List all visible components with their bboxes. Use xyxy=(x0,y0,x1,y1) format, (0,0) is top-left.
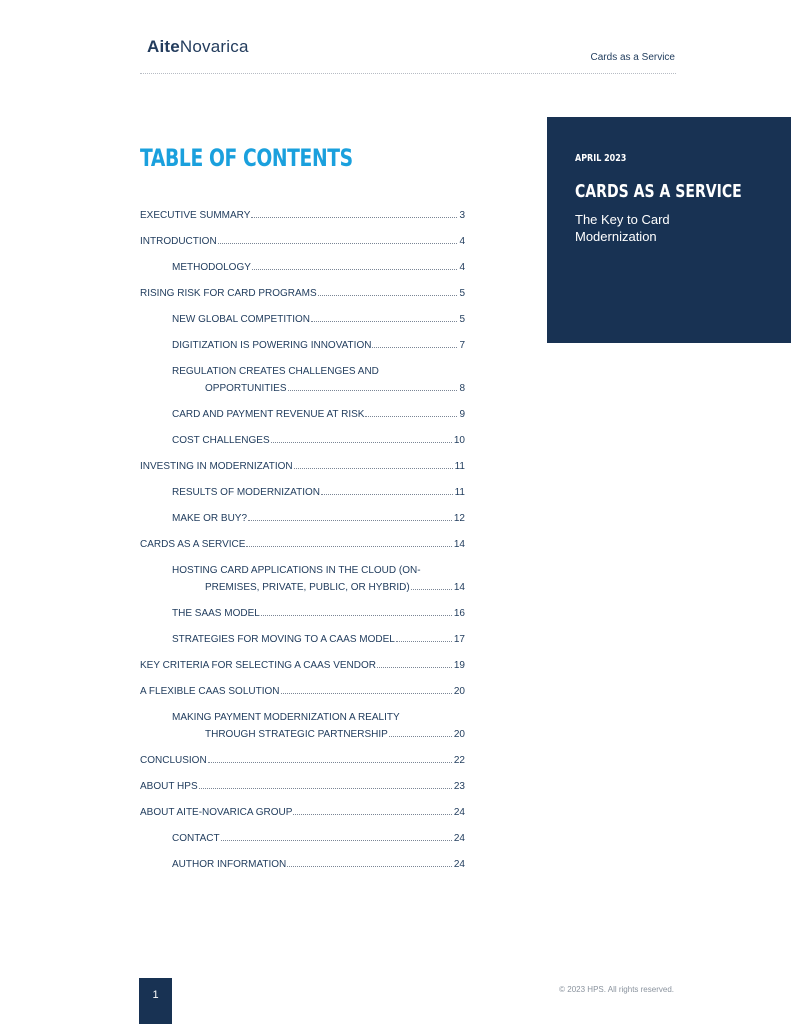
toc-entry-line xyxy=(172,259,465,276)
toc-entry-line xyxy=(172,484,465,501)
toc-entry-title: INTRODUCTION xyxy=(140,236,217,247)
toc-page-number: 16 xyxy=(453,608,465,619)
toc-dot-leader xyxy=(293,814,451,815)
toc-entry-title: RISING RISK FOR CARD PROGRAMS xyxy=(140,288,317,299)
toc-entry-title: CONTACT xyxy=(172,833,220,844)
toc-entry[interactable] xyxy=(140,657,465,674)
page-number-box xyxy=(139,978,172,1024)
toc-dot-leader xyxy=(321,494,453,495)
toc-entry-line xyxy=(172,380,465,397)
toc-entry[interactable] xyxy=(140,311,465,328)
toc-page-number: 20 xyxy=(453,729,465,740)
toc-entry-line xyxy=(172,579,465,596)
toc-page-number: 5 xyxy=(459,288,465,299)
report-subtitle: The Key to Card Modernization xyxy=(575,212,670,244)
toc-entry[interactable] xyxy=(140,484,465,501)
toc-entry[interactable] xyxy=(140,683,465,700)
toc-entry-line xyxy=(172,605,465,622)
toc-page-number: 23 xyxy=(453,781,465,792)
toc-page-number: 22 xyxy=(453,755,465,766)
toc-entry-line xyxy=(140,683,465,700)
toc-page-number: 8 xyxy=(459,383,465,394)
toc-entry-line xyxy=(172,311,465,328)
toc-page-number: 24 xyxy=(453,833,465,844)
toc-entry-line xyxy=(140,536,465,553)
toc-dot-leader xyxy=(396,641,452,642)
toc-entry[interactable] xyxy=(140,856,465,873)
toc-page-number: 24 xyxy=(453,807,465,818)
toc-entry-line xyxy=(140,458,465,475)
toc-page-number: 4 xyxy=(459,262,465,273)
toc-dot-leader xyxy=(252,269,458,270)
toc-entry[interactable] xyxy=(140,605,465,622)
toc-entry[interactable] xyxy=(140,406,465,423)
toc-entry-title: A FLEXIBLE CAAS SOLUTION xyxy=(140,686,280,697)
toc-entry-title: NEW GLOBAL COMPETITION xyxy=(172,314,310,325)
toc-entry[interactable] xyxy=(140,458,465,475)
toc-entry[interactable] xyxy=(140,631,465,648)
running-header-title: Cards as a Service xyxy=(590,52,675,63)
toc-entry[interactable] xyxy=(140,510,465,527)
report-info-panel xyxy=(547,117,791,343)
header-divider xyxy=(140,73,676,74)
toc-entry[interactable] xyxy=(140,337,465,354)
page-number: 1 xyxy=(152,989,159,1001)
toc-entry-line xyxy=(140,752,465,769)
toc-entry[interactable] xyxy=(140,709,465,743)
toc-page-number: 14 xyxy=(453,582,465,593)
toc-entry-line xyxy=(172,337,465,354)
toc-entry-line xyxy=(172,726,465,743)
toc-entry[interactable] xyxy=(140,752,465,769)
toc-entry-line xyxy=(172,856,465,873)
toc-dot-leader xyxy=(248,520,452,521)
toc-heading: TABLE OF CONTENTS xyxy=(140,144,353,172)
toc-entry-line xyxy=(172,406,465,423)
report-title: CARDS AS A SERVICE xyxy=(575,181,742,202)
toc-page-number: 7 xyxy=(459,340,465,351)
toc-entry-line xyxy=(172,709,465,726)
toc-dot-leader xyxy=(221,840,452,841)
toc-entry-line xyxy=(140,657,465,674)
toc-entry-title: STRATEGIES FOR MOVING TO A CAAS MODEL xyxy=(172,634,395,645)
toc-entry-title: DIGITIZATION IS POWERING INNOVATION xyxy=(172,340,372,351)
toc-dot-leader xyxy=(251,217,457,218)
toc-entry-line xyxy=(172,363,465,380)
toc-dot-leader xyxy=(288,390,458,391)
toc-entry[interactable] xyxy=(140,285,465,302)
toc-dot-leader xyxy=(318,295,458,296)
toc-entry[interactable] xyxy=(140,562,465,596)
toc-entry-line xyxy=(172,562,465,579)
toc-entry-line xyxy=(172,830,465,847)
toc-entry-title: METHODOLOGY xyxy=(172,262,251,273)
toc-entry-title: KEY CRITERIA FOR SELECTING A CAAS VENDOR xyxy=(140,660,376,671)
toc-entry[interactable] xyxy=(140,536,465,553)
toc-entry-line xyxy=(172,432,465,449)
toc-page-number: 11 xyxy=(454,461,465,472)
toc-entry-title: CARDS AS A SERVICE xyxy=(140,539,246,550)
toc-page-number: 5 xyxy=(459,314,465,325)
toc-entry-title: INVESTING IN MODERNIZATION xyxy=(140,461,293,472)
toc-entry[interactable] xyxy=(140,363,465,397)
toc-entry[interactable] xyxy=(140,830,465,847)
toc-entry-line xyxy=(140,285,465,302)
toc-entry-title: THROUGH STRATEGIC PARTNERSHIP xyxy=(205,729,388,740)
toc-entry-title: COST CHALLENGES xyxy=(172,435,270,446)
toc-page-number: 20 xyxy=(453,686,465,697)
toc-entry[interactable] xyxy=(140,778,465,795)
toc-entry-line xyxy=(140,804,465,821)
table-of-contents xyxy=(140,207,465,882)
toc-entry[interactable] xyxy=(140,804,465,821)
toc-entry-title: ABOUT HPS xyxy=(140,781,198,792)
toc-dot-leader xyxy=(389,736,452,737)
toc-dot-leader xyxy=(261,615,452,616)
toc-dot-leader xyxy=(271,442,452,443)
toc-entry-title: MAKE OR BUY? xyxy=(172,513,248,524)
toc-page-number: 14 xyxy=(453,539,465,550)
toc-dot-leader xyxy=(372,347,457,348)
toc-entry-title: PREMISES, PRIVATE, PUBLIC, OR HYBRID) xyxy=(205,582,410,593)
toc-entry-line xyxy=(140,233,465,250)
toc-dot-leader xyxy=(311,321,457,322)
toc-entry-title: RESULTS OF MODERNIZATION xyxy=(172,487,320,498)
toc-page-number: 9 xyxy=(459,409,465,420)
toc-page-number: 12 xyxy=(453,513,465,524)
toc-dot-leader xyxy=(218,243,458,244)
toc-entry-line xyxy=(140,207,465,224)
toc-dot-leader xyxy=(365,416,457,417)
toc-entry-line xyxy=(172,631,465,648)
toc-entry-title: AUTHOR INFORMATION xyxy=(172,859,287,870)
logo-text-novarica: Novarica xyxy=(179,37,249,56)
toc-entry[interactable] xyxy=(140,233,465,250)
toc-dot-leader xyxy=(377,667,452,668)
toc-page-number: 17 xyxy=(453,634,465,645)
toc-dot-leader xyxy=(294,468,453,469)
toc-dot-leader xyxy=(246,546,451,547)
toc-entry-title: THE SAAS MODEL xyxy=(172,608,260,619)
toc-page-number: 10 xyxy=(453,435,465,446)
toc-entry-title: CONCLUSION xyxy=(140,755,207,766)
toc-page-number: 4 xyxy=(459,236,465,247)
toc-page-number: 24 xyxy=(453,859,465,870)
report-date: APRIL 2023 xyxy=(575,153,627,164)
toc-entry-title: ABOUT AITE-NOVARICA GROUP xyxy=(140,807,293,818)
logo-text-aite: Aite xyxy=(147,37,180,56)
toc-dot-leader xyxy=(199,788,452,789)
toc-entry-title: REGULATION CREATES CHALLENGES AND xyxy=(172,366,379,377)
toc-entry-line xyxy=(140,778,465,795)
toc-page-number: 11 xyxy=(454,487,465,498)
toc-page-number: 19 xyxy=(453,660,465,671)
toc-dot-leader xyxy=(281,693,452,694)
toc-entry-title: CARD AND PAYMENT REVENUE AT RISK xyxy=(172,409,365,420)
toc-page-number: 3 xyxy=(459,210,465,221)
toc-entry-line xyxy=(172,510,465,527)
toc-entry-title: MAKING PAYMENT MODERNIZATION A REALITY xyxy=(172,712,400,723)
toc-entry-title: EXECUTIVE SUMMARY xyxy=(140,210,251,221)
copyright-notice: © 2023 HPS. All rights reserved. xyxy=(559,985,674,994)
toc-entry[interactable] xyxy=(140,207,465,224)
toc-dot-leader xyxy=(411,589,452,590)
toc-dot-leader xyxy=(287,866,452,867)
toc-entry-title: OPPORTUNITIES xyxy=(205,383,287,394)
toc-entry[interactable] xyxy=(140,259,465,276)
toc-entry[interactable] xyxy=(140,432,465,449)
toc-entry-title: HOSTING CARD APPLICATIONS IN THE CLOUD (ON- xyxy=(172,565,421,576)
company-logo xyxy=(147,37,249,57)
toc-dot-leader xyxy=(208,762,452,763)
